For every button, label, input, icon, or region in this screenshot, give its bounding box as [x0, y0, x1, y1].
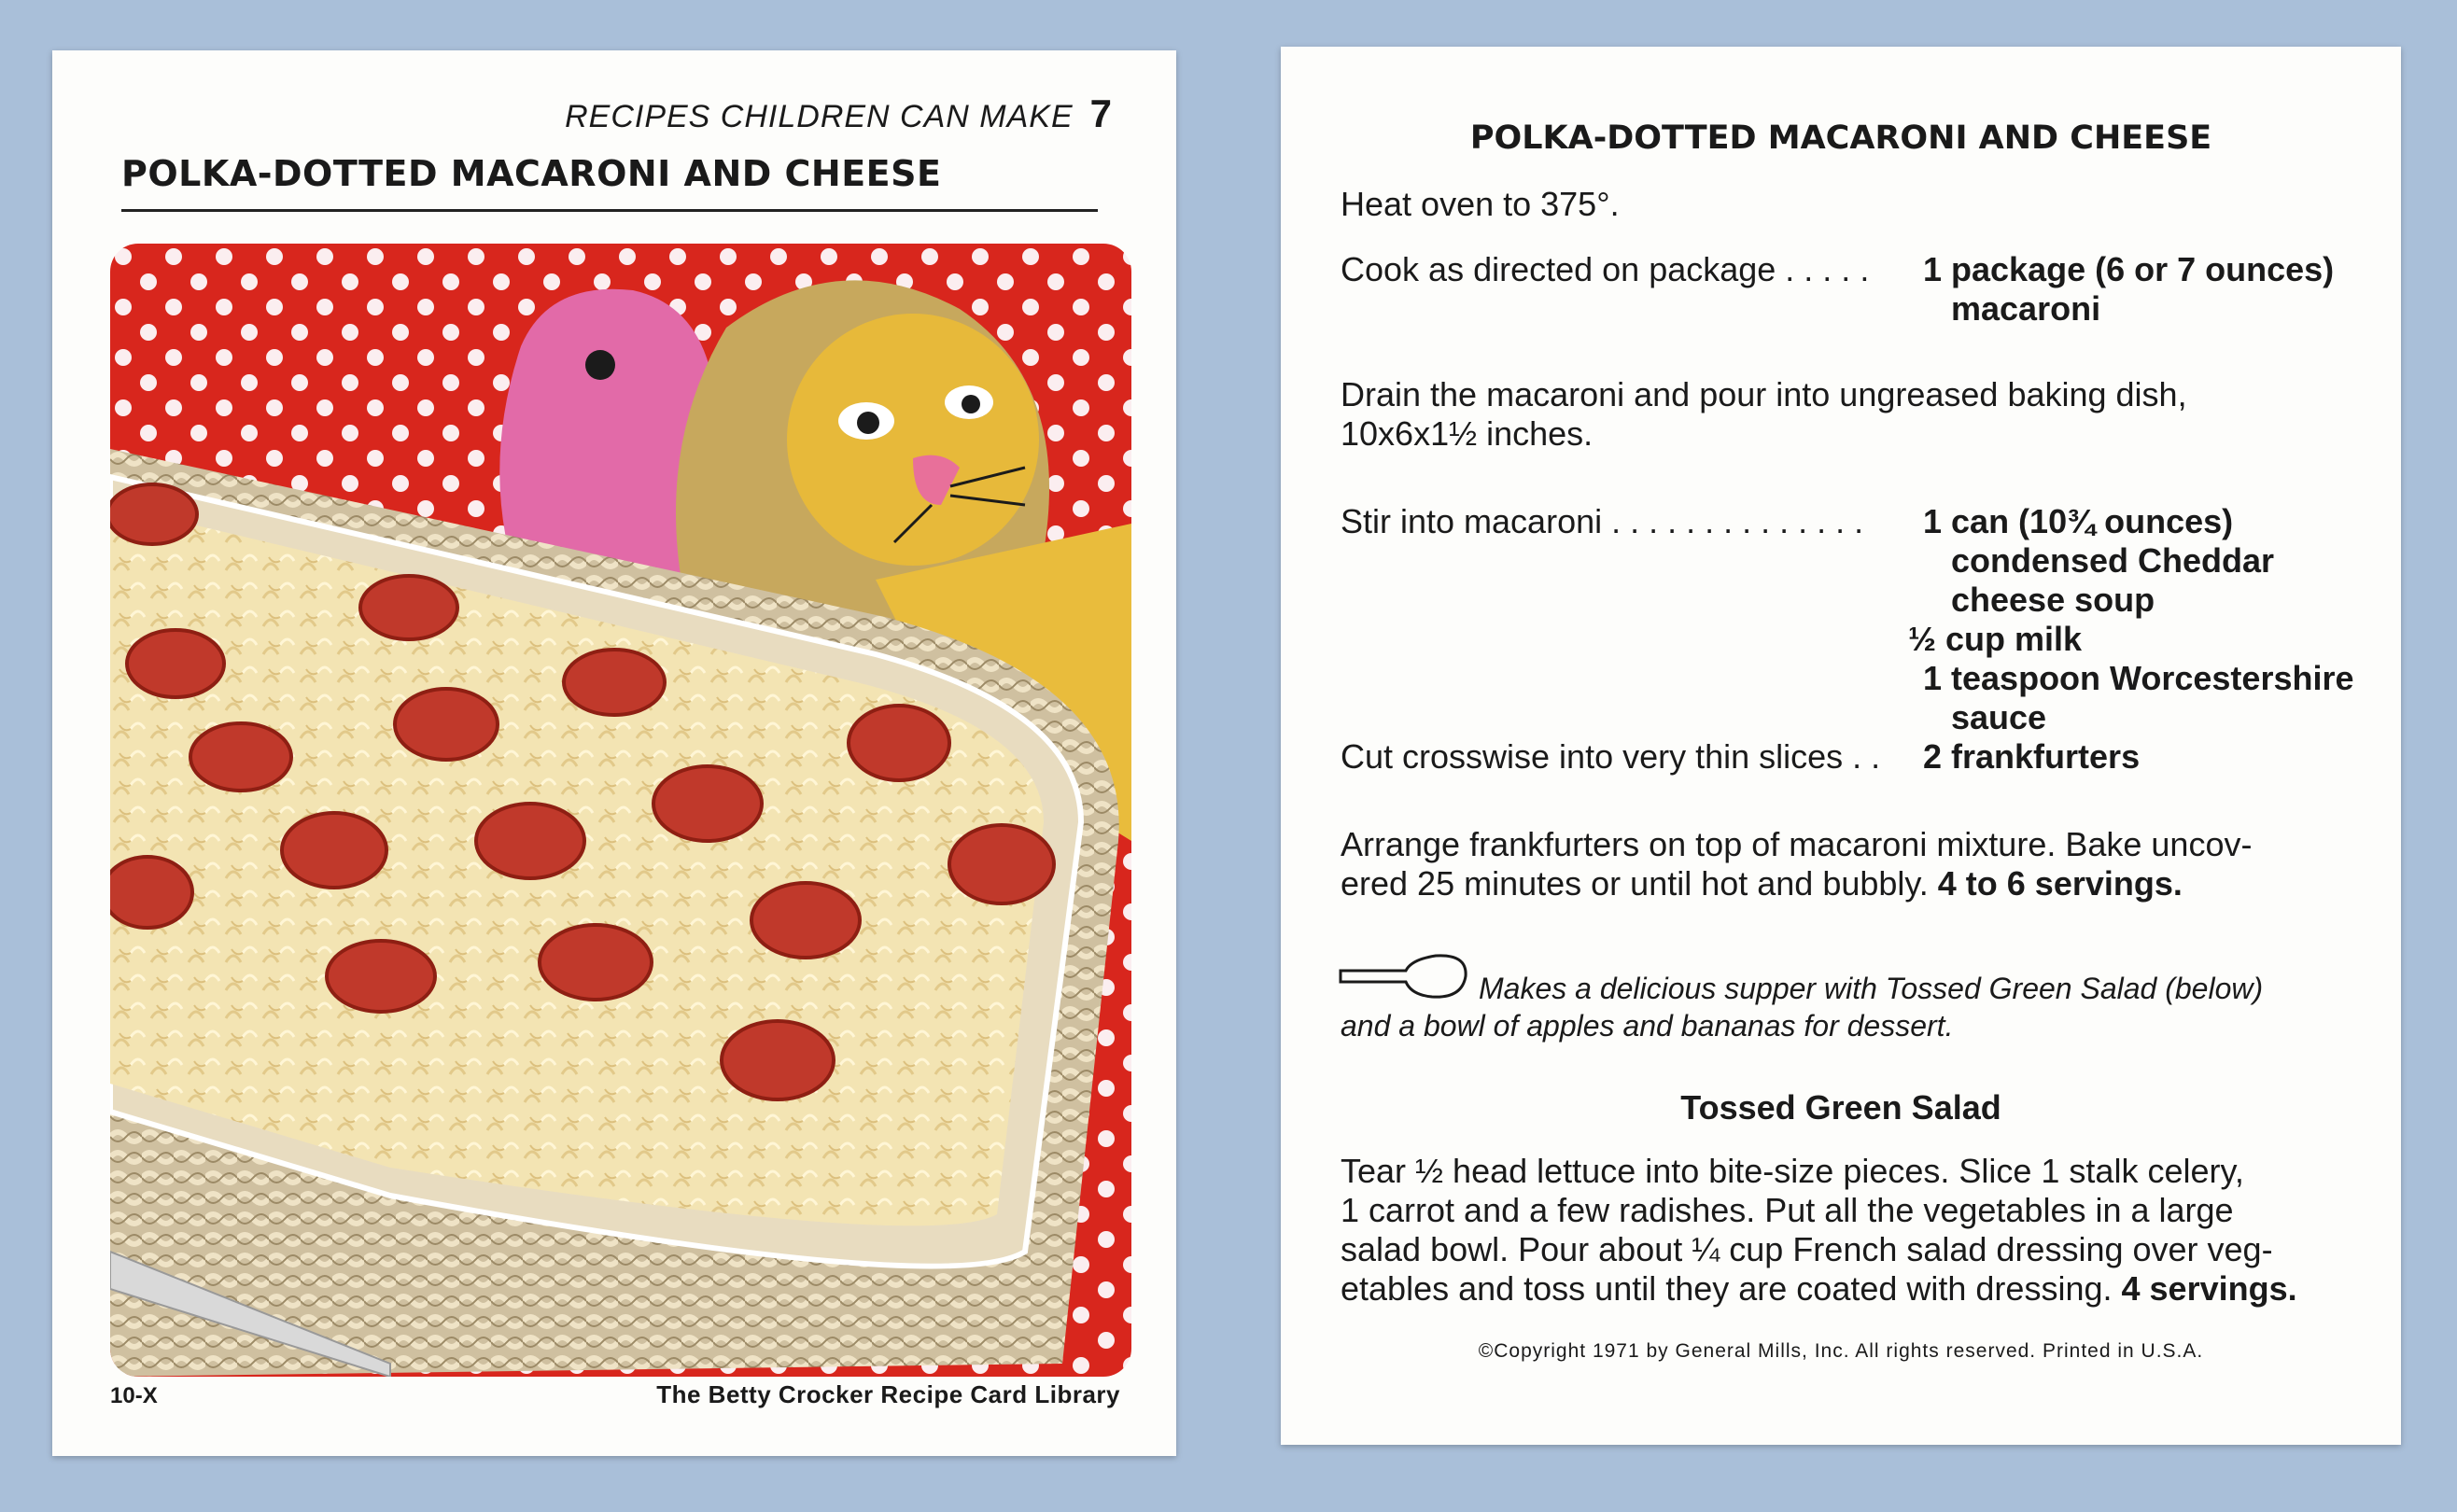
- step-cook-label: Cook as directed on package . . . . .: [1341, 250, 1870, 288]
- recipe-card-front: [52, 50, 1176, 1456]
- serving-tip-line1: Makes a delicious supper with Tossed Green Salad (below): [1479, 972, 2264, 1005]
- recipe-card-back: [1281, 47, 2401, 1445]
- ingredient-soup-line2: condensed Cheddar: [1951, 541, 2275, 580]
- ingredient-macaroni: macaroni: [1951, 289, 2101, 328]
- library-label: The Betty Crocker Recipe Card Library: [656, 1380, 1120, 1408]
- step-arrange-line1: Arrange frankfurters on top of macaroni mixture. Bake uncov-: [1341, 825, 2253, 863]
- card-code: 10-X: [110, 1383, 158, 1408]
- step-cut-label: Cut crosswise into very thin slices . .: [1341, 737, 1881, 776]
- card-number: 7: [1089, 91, 1113, 135]
- serving-tip-line2: and a bowl of apples and bananas for dessert.: [1341, 1009, 1954, 1043]
- copyright: ©Copyright 1971 by General Mills, Inc. All rights reserved. Printed in U.S.A.: [1478, 1340, 2204, 1362]
- recipe-photo-illustration: [110, 244, 1131, 1377]
- ingredient-soup-line3: cheese soup: [1951, 581, 2155, 619]
- salad-line1: Tear ½ head lettuce into bite-size pieces. Slice 1 stalk celery,: [1341, 1152, 2244, 1190]
- ingredient-soup-qty: 1 can (10¾ ounces): [1923, 502, 2234, 540]
- salad-line4-text: etables and toss until they are coated with dressing.: [1341, 1269, 2113, 1308]
- step-arrange-text: ered 25 minutes or until hot and bubbly.: [1341, 864, 1929, 903]
- step-arrange-line2: [1341, 864, 2183, 903]
- ingredient-worcestershire-line2: sauce: [1951, 698, 2047, 736]
- series-heading: [565, 91, 1113, 136]
- ingredient-frankfurters: 2 frankfurters: [1923, 737, 2141, 776]
- step-drain-line1: Drain the macaroni and pour into ungreased baking dish,: [1341, 375, 2187, 413]
- recipe-title-back: POLKA-DOTTED MACARONI AND CHEESE: [1469, 119, 2212, 157]
- title-divider: [121, 209, 1098, 212]
- step-drain-line2: 10x6x1½ inches.: [1341, 414, 1594, 453]
- salad-servings: 4 servings.: [2121, 1269, 2297, 1308]
- ingredient-milk: ½ cup milk: [1908, 620, 2083, 658]
- step-heat-oven: Heat oven to 375°.: [1341, 185, 1620, 223]
- servings-main: 4 to 6 servings.: [1937, 864, 2183, 903]
- step-stir-label: Stir into macaroni . . . . . . . . . . . . . .: [1341, 502, 1864, 540]
- ingredient-macaroni-qty: 1 package (6 or 7 ounces): [1923, 250, 2335, 288]
- spoon-icon: [1339, 952, 1469, 1004]
- recipe-photo: [110, 244, 1131, 1377]
- salad-line3: salad bowl. Pour about ¼ cup French salad dressing over veg-: [1341, 1230, 2273, 1268]
- series-label: RECIPES CHILDREN CAN MAKE: [565, 99, 1074, 134]
- salad-line4: [1341, 1269, 2297, 1309]
- recipe-title: POLKA-DOTTED MACARONI AND CHEESE: [121, 153, 942, 194]
- ingredient-worcestershire: 1 teaspoon Worcestershire: [1923, 659, 2354, 697]
- salad-title: Tossed Green Salad: [1680, 1088, 2001, 1127]
- salad-line2: 1 carrot and a few radishes. Put all the vegetables in a large: [1341, 1191, 2234, 1229]
